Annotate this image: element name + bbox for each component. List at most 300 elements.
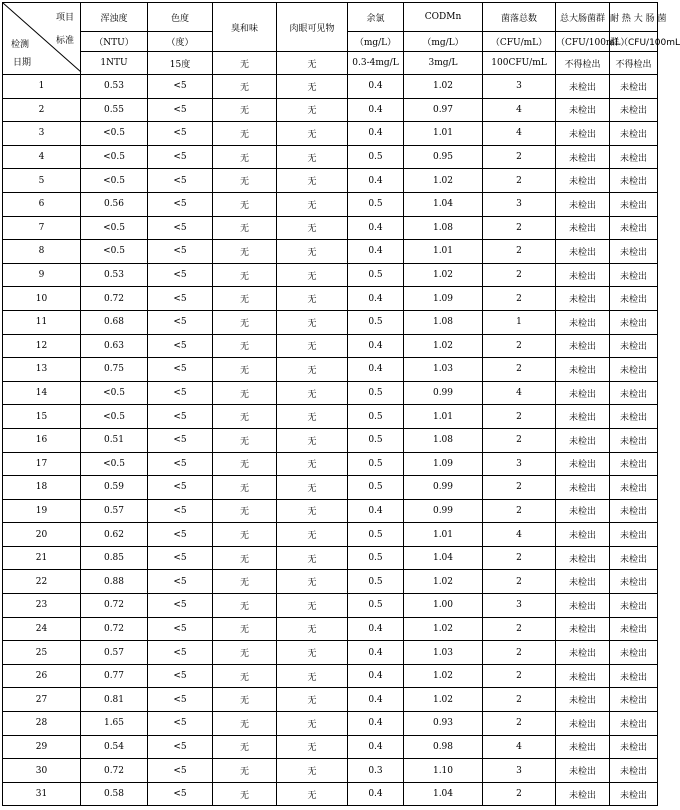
- cell-turbidity: <0.5: [81, 452, 148, 476]
- cell-codmn: 1.03: [404, 641, 483, 665]
- cell-codmn: 1.04: [404, 192, 483, 216]
- cell-day: 13: [3, 358, 81, 382]
- cell-colony-count: 4: [483, 381, 556, 405]
- cell-day: 9: [3, 263, 81, 287]
- cell-turbidity: <0.5: [81, 240, 148, 264]
- cell-turbidity: 0.88: [81, 570, 148, 594]
- cell-codmn: 1.01: [404, 523, 483, 547]
- cell-odor: 无: [213, 759, 277, 783]
- cell-turbidity: 0.72: [81, 617, 148, 641]
- cell-codmn: 0.95: [404, 145, 483, 169]
- cell-thermotolerant-coliform: 未检出: [610, 641, 658, 665]
- cell-colony-count: 2: [483, 358, 556, 382]
- cell-colony-count: 2: [483, 570, 556, 594]
- unit-chroma: （度）: [148, 32, 213, 52]
- cell-odor: 无: [213, 216, 277, 240]
- cell-codmn: 1.08: [404, 310, 483, 334]
- cell-day: 26: [3, 664, 81, 688]
- cell-thermotolerant-coliform: 未检出: [610, 263, 658, 287]
- table-row: [3, 98, 658, 122]
- table-row: [3, 75, 658, 99]
- cell-thermotolerant-coliform: 未检出: [610, 782, 658, 806]
- cell-day: 7: [3, 216, 81, 240]
- cell-day: 19: [3, 499, 81, 523]
- cell-visible-matter: 无: [277, 145, 348, 169]
- cell-turbidity: 0.75: [81, 358, 148, 382]
- cell-visible-matter: 无: [277, 381, 348, 405]
- cell-thermotolerant-coliform: 未检出: [610, 523, 658, 547]
- cell-odor: 无: [213, 499, 277, 523]
- cell-thermotolerant-coliform: 未检出: [610, 169, 658, 193]
- col-header-codmn: CODMn: [404, 3, 483, 32]
- cell-day: 25: [3, 641, 81, 665]
- cell-residual-chlorine: 0.5: [348, 263, 404, 287]
- cell-visible-matter: 无: [277, 782, 348, 806]
- cell-codmn: 0.99: [404, 476, 483, 500]
- cell-day: 24: [3, 617, 81, 641]
- std-codmn: 3mg/L: [404, 52, 483, 75]
- cell-codmn: 1.02: [404, 169, 483, 193]
- cell-odor: 无: [213, 570, 277, 594]
- table-row: [3, 287, 658, 311]
- cell-visible-matter: 无: [277, 688, 348, 712]
- cell-total-coliform: 未检出: [556, 641, 610, 665]
- table-row: [3, 617, 658, 641]
- cell-colony-count: 2: [483, 405, 556, 429]
- cell-thermotolerant-coliform: 未检出: [610, 735, 658, 759]
- cell-chroma: <5: [148, 358, 213, 382]
- cell-thermotolerant-coliform: 未检出: [610, 122, 658, 146]
- cell-odor: 无: [213, 263, 277, 287]
- cell-odor: 无: [213, 664, 277, 688]
- cell-visible-matter: 无: [277, 216, 348, 240]
- cell-day: 5: [3, 169, 81, 193]
- cell-visible-matter: 无: [277, 334, 348, 358]
- cell-thermotolerant-coliform: 未检出: [610, 712, 658, 736]
- cell-codmn: 1.01: [404, 405, 483, 429]
- cell-thermotolerant-coliform: 未检出: [610, 617, 658, 641]
- cell-codmn: 0.99: [404, 499, 483, 523]
- cell-chroma: <5: [148, 452, 213, 476]
- cell-total-coliform: 未检出: [556, 145, 610, 169]
- table-row: [3, 570, 658, 594]
- cell-turbidity: 0.55: [81, 98, 148, 122]
- col-header-colony-count: 菌落总数: [483, 3, 556, 32]
- cell-thermotolerant-coliform: 未检出: [610, 216, 658, 240]
- cell-residual-chlorine: 0.4: [348, 169, 404, 193]
- cell-residual-chlorine: 0.4: [348, 688, 404, 712]
- cell-odor: 无: [213, 641, 277, 665]
- cell-day: 16: [3, 428, 81, 452]
- std-colony-count: 100CFU/mL: [483, 52, 556, 75]
- cell-day: 30: [3, 759, 81, 783]
- table-row: [3, 688, 658, 712]
- cell-turbidity: 0.56: [81, 192, 148, 216]
- std-residual-chlorine: 0.3-4mg/L: [348, 52, 404, 75]
- std-chroma: 15度: [148, 52, 213, 75]
- cell-chroma: <5: [148, 782, 213, 806]
- table-row: [3, 476, 658, 500]
- cell-day: 10: [3, 287, 81, 311]
- cell-chroma: <5: [148, 98, 213, 122]
- cell-colony-count: 1: [483, 310, 556, 334]
- unit-residual-chlorine: （mg/L）: [348, 32, 404, 52]
- cell-codmn: 1.02: [404, 75, 483, 99]
- cell-colony-count: 2: [483, 782, 556, 806]
- cell-odor: 无: [213, 169, 277, 193]
- cell-colony-count: 4: [483, 735, 556, 759]
- cell-residual-chlorine: 0.5: [348, 381, 404, 405]
- cell-colony-count: 3: [483, 75, 556, 99]
- cell-day: 14: [3, 381, 81, 405]
- cell-odor: 无: [213, 594, 277, 618]
- cell-thermotolerant-coliform: 未检出: [610, 594, 658, 618]
- cell-residual-chlorine: 0.4: [348, 782, 404, 806]
- cell-residual-chlorine: 0.4: [348, 641, 404, 665]
- col-header-residual-chlorine: 余氯: [348, 3, 404, 32]
- cell-codmn: 1.02: [404, 334, 483, 358]
- cell-residual-chlorine: 0.5: [348, 310, 404, 334]
- cell-total-coliform: 未检出: [556, 216, 610, 240]
- table-row: [3, 310, 658, 334]
- cell-chroma: <5: [148, 192, 213, 216]
- cell-visible-matter: 无: [277, 310, 348, 334]
- cell-thermotolerant-coliform: 未检出: [610, 98, 658, 122]
- cell-residual-chlorine: 0.5: [348, 405, 404, 429]
- cell-day: 3: [3, 122, 81, 146]
- cell-total-coliform: 未检出: [556, 287, 610, 311]
- table-row: [3, 381, 658, 405]
- cell-thermotolerant-coliform: 未检出: [610, 381, 658, 405]
- cell-visible-matter: 无: [277, 240, 348, 264]
- cell-visible-matter: 无: [277, 546, 348, 570]
- cell-colony-count: 2: [483, 641, 556, 665]
- corner-date-label: 日期: [13, 58, 32, 68]
- cell-visible-matter: 无: [277, 712, 348, 736]
- cell-day: 31: [3, 782, 81, 806]
- cell-total-coliform: 未检出: [556, 759, 610, 783]
- cell-colony-count: 4: [483, 523, 556, 547]
- cell-codmn: 1.09: [404, 287, 483, 311]
- corner-item-label: 项目: [55, 13, 74, 23]
- table-row: [3, 122, 658, 146]
- cell-odor: 无: [213, 98, 277, 122]
- cell-codmn: 0.98: [404, 735, 483, 759]
- cell-residual-chlorine: 0.4: [348, 122, 404, 146]
- table-row: [3, 263, 658, 287]
- table-row: [3, 145, 658, 169]
- cell-residual-chlorine: 0.5: [348, 428, 404, 452]
- col-header-total-coliform: 总大肠菌群: [556, 3, 610, 32]
- cell-residual-chlorine: 0.3: [348, 759, 404, 783]
- cell-thermotolerant-coliform: 未检出: [610, 688, 658, 712]
- cell-odor: 无: [213, 546, 277, 570]
- cell-residual-chlorine: 0.4: [348, 358, 404, 382]
- cell-turbidity: 1.65: [81, 712, 148, 736]
- cell-codmn: 1.01: [404, 122, 483, 146]
- col-header-visible-matter: 肉眼可见物: [277, 3, 348, 52]
- table-row: [3, 428, 658, 452]
- cell-total-coliform: 未检出: [556, 358, 610, 382]
- table-row: [3, 594, 658, 618]
- col-header-turbidity: 浑浊度: [81, 3, 148, 32]
- cell-visible-matter: 无: [277, 405, 348, 429]
- cell-chroma: <5: [148, 310, 213, 334]
- cell-turbidity: 0.51: [81, 428, 148, 452]
- cell-codmn: 1.04: [404, 546, 483, 570]
- cell-day: 28: [3, 712, 81, 736]
- cell-day: 17: [3, 452, 81, 476]
- table-row: [3, 664, 658, 688]
- cell-residual-chlorine: 0.4: [348, 216, 404, 240]
- unit-thermotolerant-coliform: 群（CFU/100mL: [610, 32, 658, 52]
- cell-codmn: 1.00: [404, 594, 483, 618]
- cell-turbidity: 0.77: [81, 664, 148, 688]
- cell-chroma: <5: [148, 287, 213, 311]
- cell-odor: 无: [213, 476, 277, 500]
- cell-codmn: 1.10: [404, 759, 483, 783]
- cell-codmn: 0.97: [404, 98, 483, 122]
- table-row: [3, 641, 658, 665]
- cell-total-coliform: 未检出: [556, 664, 610, 688]
- cell-day: 6: [3, 192, 81, 216]
- table-body: [3, 75, 658, 806]
- cell-thermotolerant-coliform: 未检出: [610, 499, 658, 523]
- cell-chroma: <5: [148, 334, 213, 358]
- cell-visible-matter: 无: [277, 428, 348, 452]
- water-quality-table-container: [2, 2, 680, 806]
- cell-odor: 无: [213, 712, 277, 736]
- cell-day: 29: [3, 735, 81, 759]
- cell-chroma: <5: [148, 75, 213, 99]
- cell-codmn: 1.01: [404, 240, 483, 264]
- cell-total-coliform: 未检出: [556, 594, 610, 618]
- cell-residual-chlorine: 0.5: [348, 546, 404, 570]
- cell-visible-matter: 无: [277, 570, 348, 594]
- cell-chroma: <5: [148, 381, 213, 405]
- cell-odor: 无: [213, 358, 277, 382]
- table-row: [3, 499, 658, 523]
- cell-residual-chlorine: 0.4: [348, 499, 404, 523]
- water-quality-table: [2, 2, 680, 806]
- cell-residual-chlorine: 0.4: [348, 712, 404, 736]
- cell-day: 11: [3, 310, 81, 334]
- cell-total-coliform: 未检出: [556, 499, 610, 523]
- cell-codmn: 1.03: [404, 358, 483, 382]
- cell-thermotolerant-coliform: 未检出: [610, 476, 658, 500]
- cell-residual-chlorine: 0.4: [348, 287, 404, 311]
- cell-turbidity: 0.72: [81, 594, 148, 618]
- cell-total-coliform: 未检出: [556, 546, 610, 570]
- cell-colony-count: 2: [483, 499, 556, 523]
- cell-visible-matter: 无: [277, 499, 348, 523]
- cell-codmn: 1.02: [404, 617, 483, 641]
- cell-total-coliform: 未检出: [556, 476, 610, 500]
- cell-colony-count: 4: [483, 122, 556, 146]
- cell-colony-count: 2: [483, 263, 556, 287]
- col-header-chroma: 色度: [148, 3, 213, 32]
- cell-odor: 无: [213, 122, 277, 146]
- cell-codmn: 0.93: [404, 712, 483, 736]
- table-row: [3, 358, 658, 382]
- cell-chroma: <5: [148, 712, 213, 736]
- cell-turbidity: <0.5: [81, 169, 148, 193]
- cell-colony-count: 2: [483, 546, 556, 570]
- cell-chroma: <5: [148, 240, 213, 264]
- cell-colony-count: 3: [483, 594, 556, 618]
- cell-residual-chlorine: 0.5: [348, 476, 404, 500]
- cell-day: 8: [3, 240, 81, 264]
- table-row: [3, 452, 658, 476]
- std-odor: 无: [213, 52, 277, 75]
- cell-chroma: <5: [148, 759, 213, 783]
- cell-codmn: 1.02: [404, 263, 483, 287]
- cell-thermotolerant-coliform: 未检出: [610, 334, 658, 358]
- cell-residual-chlorine: 0.4: [348, 240, 404, 264]
- cell-chroma: <5: [148, 594, 213, 618]
- cell-residual-chlorine: 0.5: [348, 192, 404, 216]
- cell-odor: 无: [213, 782, 277, 806]
- corner-header-cell: [3, 3, 81, 75]
- cell-thermotolerant-coliform: 未检出: [610, 287, 658, 311]
- cell-thermotolerant-coliform: 未检出: [610, 546, 658, 570]
- cell-total-coliform: 未检出: [556, 310, 610, 334]
- cell-thermotolerant-coliform: 未检出: [610, 240, 658, 264]
- cell-residual-chlorine: 0.4: [348, 617, 404, 641]
- cell-total-coliform: 未检出: [556, 570, 610, 594]
- cell-chroma: <5: [148, 617, 213, 641]
- cell-turbidity: 0.72: [81, 759, 148, 783]
- cell-visible-matter: 无: [277, 617, 348, 641]
- cell-codmn: 1.08: [404, 428, 483, 452]
- unit-colony-count: （CFU/mL）: [483, 32, 556, 52]
- cell-visible-matter: 无: [277, 75, 348, 99]
- cell-day: 22: [3, 570, 81, 594]
- cell-visible-matter: 无: [277, 122, 348, 146]
- cell-thermotolerant-coliform: 未检出: [610, 664, 658, 688]
- cell-turbidity: 0.62: [81, 523, 148, 547]
- cell-total-coliform: 未检出: [556, 192, 610, 216]
- cell-codmn: 0.99: [404, 381, 483, 405]
- cell-visible-matter: 无: [277, 594, 348, 618]
- cell-odor: 无: [213, 452, 277, 476]
- table-row: [3, 192, 658, 216]
- table-row: [3, 712, 658, 736]
- std-turbidity: 1NTU: [81, 52, 148, 75]
- cell-day: 12: [3, 334, 81, 358]
- cell-chroma: <5: [148, 263, 213, 287]
- cell-total-coliform: 未检出: [556, 712, 610, 736]
- cell-turbidity: 0.58: [81, 782, 148, 806]
- cell-day: 21: [3, 546, 81, 570]
- std-total-coliform: 不得检出: [556, 52, 610, 75]
- cell-colony-count: 2: [483, 428, 556, 452]
- cell-turbidity: <0.5: [81, 381, 148, 405]
- cell-visible-matter: 无: [277, 664, 348, 688]
- unit-turbidity: （NTU）: [81, 32, 148, 52]
- cell-total-coliform: 未检出: [556, 688, 610, 712]
- cell-chroma: <5: [148, 476, 213, 500]
- cell-residual-chlorine: 0.5: [348, 145, 404, 169]
- cell-total-coliform: 未检出: [556, 240, 610, 264]
- cell-chroma: <5: [148, 169, 213, 193]
- cell-thermotolerant-coliform: 未检出: [610, 759, 658, 783]
- cell-day: 20: [3, 523, 81, 547]
- cell-visible-matter: 无: [277, 98, 348, 122]
- cell-chroma: <5: [148, 145, 213, 169]
- cell-day: 15: [3, 405, 81, 429]
- cell-colony-count: 2: [483, 169, 556, 193]
- cell-turbidity: <0.5: [81, 216, 148, 240]
- table-row: [3, 546, 658, 570]
- cell-thermotolerant-coliform: 未检出: [610, 452, 658, 476]
- cell-total-coliform: 未检出: [556, 523, 610, 547]
- cell-turbidity: 0.53: [81, 75, 148, 99]
- cell-colony-count: 3: [483, 192, 556, 216]
- table-row: [3, 169, 658, 193]
- cell-odor: 无: [213, 523, 277, 547]
- cell-total-coliform: 未检出: [556, 98, 610, 122]
- cell-colony-count: 3: [483, 452, 556, 476]
- cell-odor: 无: [213, 75, 277, 99]
- cell-thermotolerant-coliform: 未检出: [610, 192, 658, 216]
- cell-visible-matter: 无: [277, 263, 348, 287]
- cell-odor: 无: [213, 240, 277, 264]
- cell-odor: 无: [213, 310, 277, 334]
- cell-residual-chlorine: 0.5: [348, 594, 404, 618]
- cell-chroma: <5: [148, 428, 213, 452]
- cell-turbidity: 0.81: [81, 688, 148, 712]
- cell-odor: 无: [213, 688, 277, 712]
- cell-visible-matter: 无: [277, 452, 348, 476]
- cell-odor: 无: [213, 617, 277, 641]
- cell-total-coliform: 未检出: [556, 452, 610, 476]
- cell-odor: 无: [213, 381, 277, 405]
- cell-visible-matter: 无: [277, 759, 348, 783]
- cell-visible-matter: 无: [277, 192, 348, 216]
- cell-turbidity: <0.5: [81, 145, 148, 169]
- unit-total-coliform: （CFU/100mL）: [556, 32, 610, 52]
- cell-colony-count: 2: [483, 145, 556, 169]
- cell-chroma: <5: [148, 735, 213, 759]
- std-visible-matter: 无: [277, 52, 348, 75]
- cell-turbidity: 0.57: [81, 499, 148, 523]
- table-row: [3, 334, 658, 358]
- cell-day: 1: [3, 75, 81, 99]
- cell-colony-count: 2: [483, 688, 556, 712]
- cell-thermotolerant-coliform: 未检出: [610, 75, 658, 99]
- col-header-odor: 臭和味: [213, 3, 277, 52]
- cell-visible-matter: 无: [277, 287, 348, 311]
- cell-codmn: 1.04: [404, 782, 483, 806]
- cell-turbidity: 0.68: [81, 310, 148, 334]
- cell-colony-count: 2: [483, 240, 556, 264]
- cell-turbidity: 0.53: [81, 263, 148, 287]
- cell-turbidity: <0.5: [81, 405, 148, 429]
- cell-day: 18: [3, 476, 81, 500]
- corner-inspect-label: 检测: [11, 40, 30, 50]
- cell-visible-matter: 无: [277, 169, 348, 193]
- cell-turbidity: 0.63: [81, 334, 148, 358]
- cell-turbidity: <0.5: [81, 122, 148, 146]
- cell-codmn: 1.08: [404, 216, 483, 240]
- cell-colony-count: 2: [483, 476, 556, 500]
- cell-day: 27: [3, 688, 81, 712]
- cell-day: 4: [3, 145, 81, 169]
- cell-chroma: <5: [148, 523, 213, 547]
- cell-visible-matter: 无: [277, 735, 348, 759]
- cell-turbidity: 0.72: [81, 287, 148, 311]
